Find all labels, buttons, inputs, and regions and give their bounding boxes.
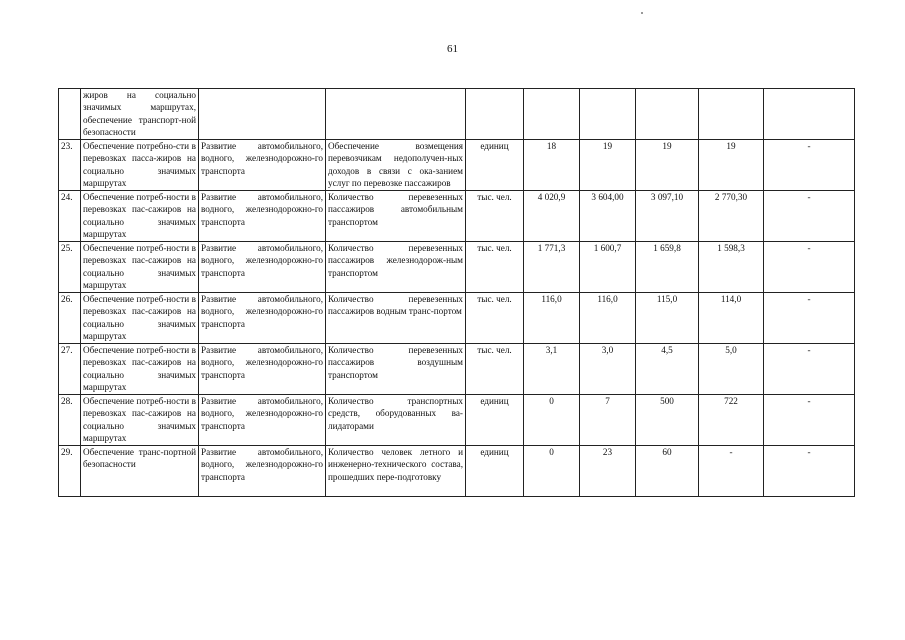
table-row: [59, 395, 855, 446]
table-row: [59, 293, 855, 344]
cell-goal: жиров на социально значимых маршрутах, обеспечение транспорт-ной безопасности: [81, 89, 199, 140]
cell-value-4: 1 598,3: [699, 242, 764, 293]
scan-speck: [641, 12, 643, 14]
cell-value-2: 7: [580, 395, 636, 446]
cell-program: [199, 89, 326, 140]
cell-value-4: 5,0: [699, 344, 764, 395]
cell-goal: Обеспечение транс-портной безопасности: [81, 446, 199, 497]
cell-program: Развитие автомобильного, водного, железнодорожно-го транспорта: [199, 191, 326, 242]
cell-value-5: -: [764, 191, 855, 242]
cell-value-4: 19: [699, 140, 764, 191]
cell-num: 25.: [59, 242, 81, 293]
cell-value-4: 114,0: [699, 293, 764, 344]
cell-value-3: 1 659,8: [636, 242, 699, 293]
cell-indicator: Количество человек летного и инженерно-технического состава, прошедших пере-подготовку: [326, 446, 466, 497]
cell-program: Развитие автомобильного, водного, железнодорожно-го транспорта: [199, 344, 326, 395]
cell-unit: тыс. чел.: [466, 191, 524, 242]
cell-goal: Обеспечение потреб-ности в перевозках пас-сажиров на социально значимых маршрутах: [81, 191, 199, 242]
cell-value-2: 3 604,00: [580, 191, 636, 242]
cell-value-1: 1 771,3: [524, 242, 580, 293]
cell-value-1: 4 020,9: [524, 191, 580, 242]
cell-unit: тыс. чел.: [466, 242, 524, 293]
cell-value-5: -: [764, 344, 855, 395]
table-row-continuation: [59, 89, 855, 140]
cell-value-5: -: [764, 293, 855, 344]
cell-goal: Обеспечение потреб-ности в перевозках пас-сажиров на социально значимых маршрутах: [81, 242, 199, 293]
cell-indicator: Количество перевезенных пассажиров водным транс-портом: [326, 293, 466, 344]
cell-value-3: 3 097,10: [636, 191, 699, 242]
cell-value-1: 3,1: [524, 344, 580, 395]
cell-value-5: -: [764, 242, 855, 293]
cell-program: Развитие автомобильного, водного, железнодорожно-го транспорта: [199, 395, 326, 446]
cell-value-1: 0: [524, 395, 580, 446]
cell-indicator: Количество перевезенных пассажиров воздушным транспортом: [326, 344, 466, 395]
cell-value-3: 60: [636, 446, 699, 497]
cell-indicator: Обеспечение возмещения перевозчикам недополучен-ных доходов в связи с ока-занием услуг по перевозке пассажиров: [326, 140, 466, 191]
cell-value-4: -: [699, 446, 764, 497]
cell-value: [636, 89, 699, 140]
cell-indicator: [326, 89, 466, 140]
cell-goal: Обеспечение потреб-ности в перевозках пас-сажиров на социально значимых маршрутах: [81, 344, 199, 395]
cell-num: 26.: [59, 293, 81, 344]
cell-value-1: 116,0: [524, 293, 580, 344]
cell-value-5: -: [764, 395, 855, 446]
cell-value-1: 0: [524, 446, 580, 497]
cell-value: [699, 89, 764, 140]
cell-program: Развитие автомобильного, водного, железнодорожно-го транспорта: [199, 140, 326, 191]
cell-num: 28.: [59, 395, 81, 446]
cell-unit: единиц: [466, 395, 524, 446]
cell-value-1: 18: [524, 140, 580, 191]
cell-num: 24.: [59, 191, 81, 242]
cell-value-2: 19: [580, 140, 636, 191]
cell-num: 29.: [59, 446, 81, 497]
cell-num: 23.: [59, 140, 81, 191]
cell-indicator: Количество транспортных средств, оборудованных ва-лидаторами: [326, 395, 466, 446]
cell-goal: Обеспечение потреб-ности в перевозках пас-сажиров на социально значимых маршрутах: [81, 293, 199, 344]
page-number: 61: [447, 43, 458, 55]
cell-value-5: -: [764, 140, 855, 191]
table-row: [59, 140, 855, 191]
cell-unit: единиц: [466, 140, 524, 191]
cell-program: Развитие автомобильного, водного, железнодорожно-го транспорта: [199, 293, 326, 344]
cell-goal: Обеспечение потребно-сти в перевозках пасса-жиров на социально значимых маршрутах: [81, 140, 199, 191]
cell-indicator: Количество перевезенных пассажиров автомобильным транспортом: [326, 191, 466, 242]
cell-unit: [466, 89, 524, 140]
table-row: [59, 191, 855, 242]
cell-value-3: 115,0: [636, 293, 699, 344]
cell-value-5: -: [764, 446, 855, 497]
table-body: [59, 89, 855, 497]
cell-value: [580, 89, 636, 140]
cell-unit: единиц: [466, 446, 524, 497]
cell-value: [764, 89, 855, 140]
cell-num: 27.: [59, 344, 81, 395]
cell-program: Развитие автомобильного, водного, железнодорожно-го транспорта: [199, 446, 326, 497]
cell-value: [524, 89, 580, 140]
cell-value-2: 23: [580, 446, 636, 497]
cell-value-3: 4,5: [636, 344, 699, 395]
cell-value-3: 19: [636, 140, 699, 191]
cell-num: [59, 89, 81, 140]
cell-unit: тыс. чел.: [466, 293, 524, 344]
cell-value-4: 722: [699, 395, 764, 446]
table-row: [59, 344, 855, 395]
cell-value-3: 500: [636, 395, 699, 446]
cell-program: Развитие автомобильного, водного, железнодорожно-го транспорта: [199, 242, 326, 293]
cell-value-2: 1 600,7: [580, 242, 636, 293]
table-row: [59, 446, 855, 497]
cell-value-4: 2 770,30: [699, 191, 764, 242]
indicators-table: [58, 88, 855, 497]
table-row: [59, 242, 855, 293]
cell-value-2: 116,0: [580, 293, 636, 344]
cell-indicator: Количество перевезенных пассажиров железнодорож-ным транспортом: [326, 242, 466, 293]
cell-goal: Обеспечение потреб-ности в перевозках пас-сажиров на социально значимых маршрутах: [81, 395, 199, 446]
cell-unit: тыс. чел.: [466, 344, 524, 395]
cell-value-2: 3,0: [580, 344, 636, 395]
